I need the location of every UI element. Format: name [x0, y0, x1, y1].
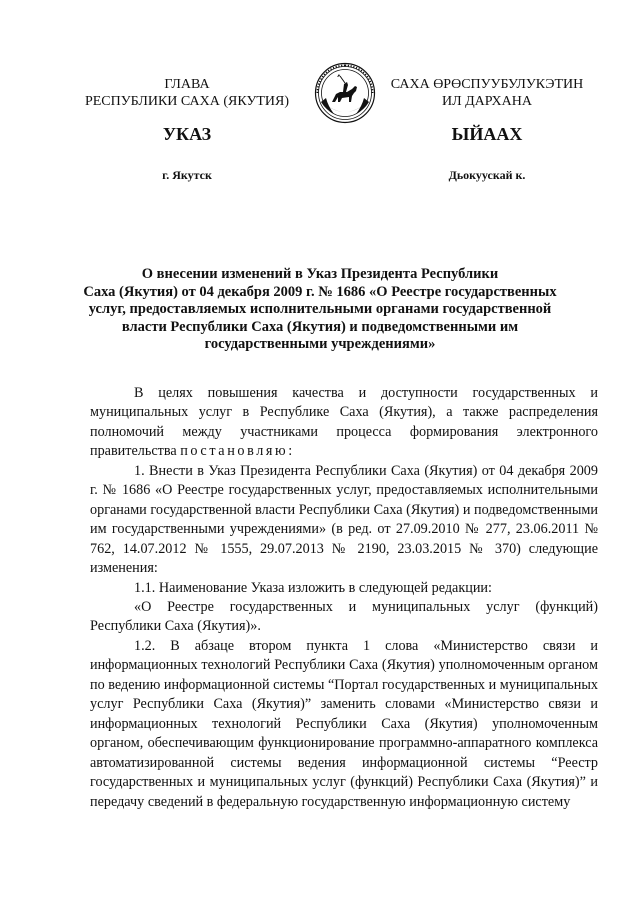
header-left: [72, 76, 302, 110]
header-right: [372, 76, 602, 110]
header-left-line2: РЕСПУБЛИКИ САХА (ЯКУТИЯ): [84, 94, 290, 109]
document-title: [80, 266, 560, 354]
header-right-line2: ИЛ ДАРХАНА: [441, 94, 532, 109]
title-line: услуг, предоставляемых исполнительными органами государственной: [88, 301, 552, 317]
paragraph-item-1-1: 1.1. Наименование Указа изложить в следующей редакции:: [134, 579, 492, 596]
title-line: государственными учреждениями»: [204, 336, 436, 352]
paragraph-preamble: [90, 384, 598, 462]
city-russian: г. Якутск: [162, 168, 212, 182]
coat-of-arms-emblem: [314, 62, 376, 124]
decree-label-russian: УКАЗ: [162, 124, 212, 144]
resolve-word: постановляю:: [180, 443, 295, 460]
city-yakut: Дьокуускай к.: [448, 168, 526, 182]
title-line: О внесении изменений в Указ Президента Республики: [141, 266, 499, 282]
header-right-line1: САХА ӨРӨСПУУБУЛУКЭТИН: [390, 77, 584, 92]
paragraph-item-1: 1. Внести в Указ Президента Республики Саха (Якутия) от 04 декабря 2009 г. № 1686 «О Реестре государственных услуг, предоставляемых исполнительными органами государственной власти Республики Саха (Якутия) и подведомственными им государственными учреждениями» (в ред. от 27.09.2010 № 277, 23.06.2011 № 762, 14.07.2012 № 1555, 29.07.2013 № 2190, 23.03.2015 № 370) следующие изменения:: [90, 462, 598, 577]
document-body: [90, 384, 598, 812]
decree-label-yakut: ЫЙААХ: [451, 124, 523, 144]
preamble-text: В целях повышения качества и доступности государственных и муниципальных услуг в Республике Саха (Якутия), а также распределения полномочий между участниками процесса формирования электронного правительства: [90, 385, 598, 460]
paragraph-new-title: «О Реестре государственных и муниципальных услуг (функций) Республики Саха (Якутия)».: [90, 598, 598, 635]
paragraph-item-1-2: 1.2. В абзаце втором пункта 1 слова «Министерство связи и информационных технологий Республики Саха (Якутия) уполномоченным органом по ведению информационной системы “Портал государственных и муниципальных услуг Республики Саха (Якутия)” заменить словами «Министерство связи и информационных технологий Республики Саха (Якутия) уполномоченным органом, обеспечивающим функционирование программно-аппаратного комплекса автоматизированной системы ведения информационной системы “Реестр государственных и муниципальных услуг (функций) Республики Саха (Якутия)” и передачу сведений в федеральную государственную информационную систему: [90, 637, 598, 810]
header-left-line1: ГЛАВА: [164, 77, 210, 92]
title-line: власти Республики Саха (Якутия) и подведомственными им: [121, 318, 519, 335]
title-line: Саха (Якутия) от 04 декабря 2009 г. № 1686 «О Реестре государственных: [83, 283, 557, 300]
